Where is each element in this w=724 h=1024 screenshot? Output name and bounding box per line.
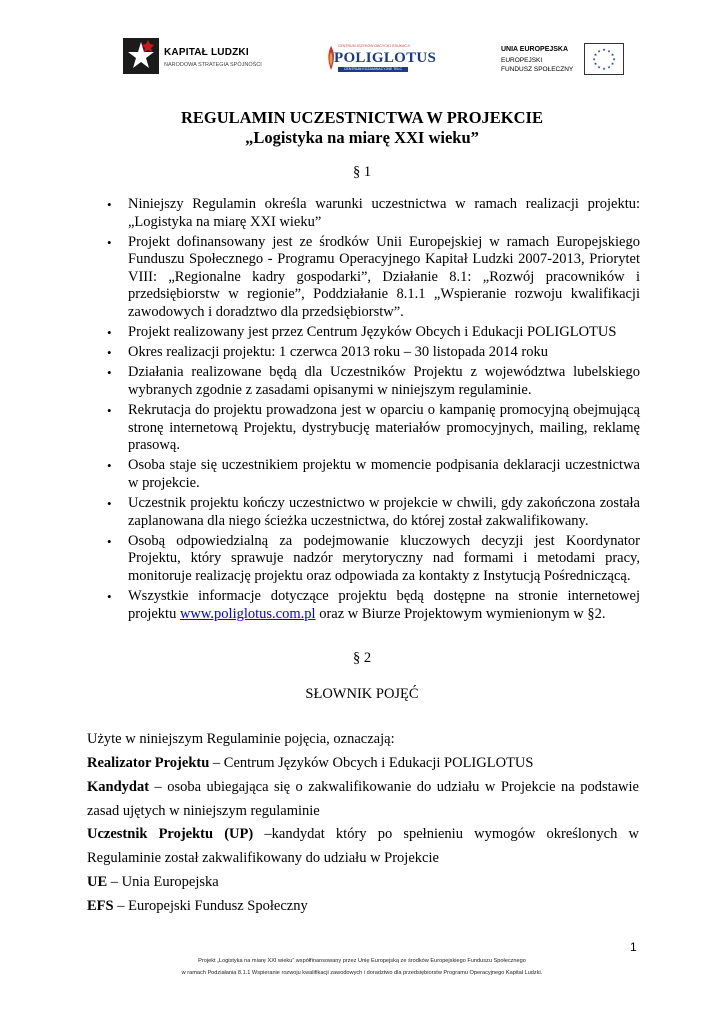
list-item: • Projekt dofinansowany jest ze środków Unii Europejskiej w ramach Europejskiego Funduszu Społecznego - Programu Operacyjnego Kapitał Ludzki 2007-2013, Priorytet VIII: „Regionalne kadry gospodarki”, Działanie 8.1: „Rozwój pracowników i przedsiębiorstw w regionie”, Poddziałanie 8.1.1 „Wspieranie rozwoju kwalifikacji zawodowych i doradztwo dla przedsiębiorstw”. [105,234,640,322]
eu-logo [497,43,625,79]
section2-subheading: SŁOWNIK POJĘĆ [305,686,419,702]
eu-logo-line2: EUROPEJSKI [501,57,543,64]
list-item: • Osoba staje się uczestnikiem projektu w momencie podpisania deklaracji uczestnictwa w projekcie. [105,457,640,492]
page-number: 1 [630,940,637,954]
svg-text:★: ★ [612,56,616,62]
definition-text: – osoba ubiegająca się o zakwalifikowanie do udziału w Projekcie na podstawie zasad ujętych w niniejszym regulaminie [87,778,639,819]
list-item: • Działania realizowane będą dla Uczestników Projektu z województwa lubelskiego wybranych zgodnie z zasadami opisanymi w niniejszym regulaminie. [105,364,640,399]
section2-heading: § 2 [352,650,372,666]
definition-text: – Centrum Języków Obcych i Edukacji POLIGLOTUS [209,755,534,771]
title-line-2: „Logistyka na miarę XXI wieku” [245,128,479,147]
definition-term: Kandydat [87,778,150,795]
definition-item [87,871,639,895]
svg-text:★: ★ [607,64,611,70]
definition-term: Uczestnik Projektu (UP) [87,826,254,843]
definition-term: EFS [87,897,114,914]
footer-line-1: Projekt „Logistyka na miarę XXI wieku” współfinansowany przez Unię Europejską ze środków Europejskiego Funduszu Społecznego [198,958,526,964]
definition-term: Realizator Projektu [87,755,210,771]
poliglotus-sub-text: CENTRUM EGZAMINACYJNE TELC [338,67,408,72]
svg-text:★: ★ [610,61,615,66]
definitions-list [87,752,639,919]
list-item-website [105,588,640,623]
svg-text:★: ★ [597,64,601,70]
list-item: • Projekt realizowany jest przez Centrum Języków Obcych i Edukacji POLIGLOTUS [105,324,640,342]
kapital-ludzki-title: KAPITAŁ LUDZKI [164,47,249,58]
definition-text: –kandydat który po spełnieniu wymogów określonych w Regulaminie został zakwalifikowany do udziału w Projekcie [87,826,639,867]
kapital-ludzki-logo [123,38,273,78]
page-footer [0,955,724,979]
svg-text:★: ★ [610,52,615,57]
list-item: • Rekrutacja do projektu prowadzona jest w oparciu o kampanię promocyjną obejmującą stronę internetową Projektu, dystrybucję materiałów promocyjnych, mailing, reklamę prasową. [105,402,640,455]
definition-item [87,895,639,919]
definition-text: – Unia Europejska [107,873,219,890]
section1-list [105,196,640,626]
svg-text:★: ★ [602,66,606,71]
eu-logo-line3: FUNDUSZ SPOŁECZNY [501,66,574,73]
svg-text:★: ★ [593,52,598,57]
list-item: • Uczestnik projektu kończy uczestnictwo w projekcie w chwili, gdy zakończona została zaplanowana dla niego ścieżka uczestnictwa, do której został zakwalifikowany. [105,495,640,530]
title-line-1: REGULAMIN UCZESTNICTWA W PROJEKCIE [180,108,543,127]
eu-flag-icon [584,43,624,75]
definition-item [87,776,639,824]
svg-text:★: ★ [602,47,606,52]
section2-intro: Użyte w niniejszym Regulaminie pojęcia, oznaczają: [87,731,395,747]
definition-term: UE [87,873,108,890]
svg-text:★: ★ [593,61,598,66]
kapital-ludzki-subtitle: NARODOWA STRATEGIA SPÓJNOŚCI [164,62,262,68]
poliglotus-top-text: CENTRUM JĘZYKÓW OBCYCH I EDUKACJI [338,44,410,48]
svg-text:★: ★ [597,48,601,54]
svg-text:★: ★ [592,56,596,62]
kapital-ludzki-star-icon [123,38,159,74]
website-text-after: oraz w Biurze Projektowym wymienionym w §2. [315,605,606,622]
website-text-before: Wszystkie informacje dotyczące projektu będą dostępne na stronie internetowej projektu [128,587,640,622]
eu-logo-line1: UNIA EUROPEJSKA [501,46,569,53]
footer-line-2: w ramach Podziałania 8.1.1 Wspieranie rozwoju kwalifikacji zawodowych i doradztwo dla przedsiębiorstw Programu Operacyjnego Kapitał Ludzki. [181,970,543,976]
poliglotus-logo [326,40,437,76]
list-item: • Osobą odpowiedzialną za podejmowanie kluczowych decyzji jest Koordynator Projektu, który sprawuje nadzór merytoryczny nad formami i metodami pracy, monitoruje realizację projektu oraz odpowiada za kontakty z Instytucją Pośredniczącą. [105,533,640,586]
list-item: • Okres realizacji projektu: 1 czerwca 2013 roku – 30 listopada 2014 roku [105,344,640,362]
poliglotus-name: POLIGLOTUS [334,50,437,66]
page-header [0,30,724,90]
document-title [0,108,724,148]
definition-text: – Europejski Fundusz Społeczny [113,897,308,914]
svg-text:★: ★ [607,48,611,54]
website-link[interactable]: www.poliglotus.com.pl [179,605,316,622]
definition-item [87,752,639,776]
list-item: • Niniejszy Regulamin określa warunki uczestnictwa w ramach realizacji projektu: „Logistyka na miarę XXI wieku” [105,196,640,231]
section1-heading: § 1 [352,164,372,180]
definition-item [87,823,639,871]
